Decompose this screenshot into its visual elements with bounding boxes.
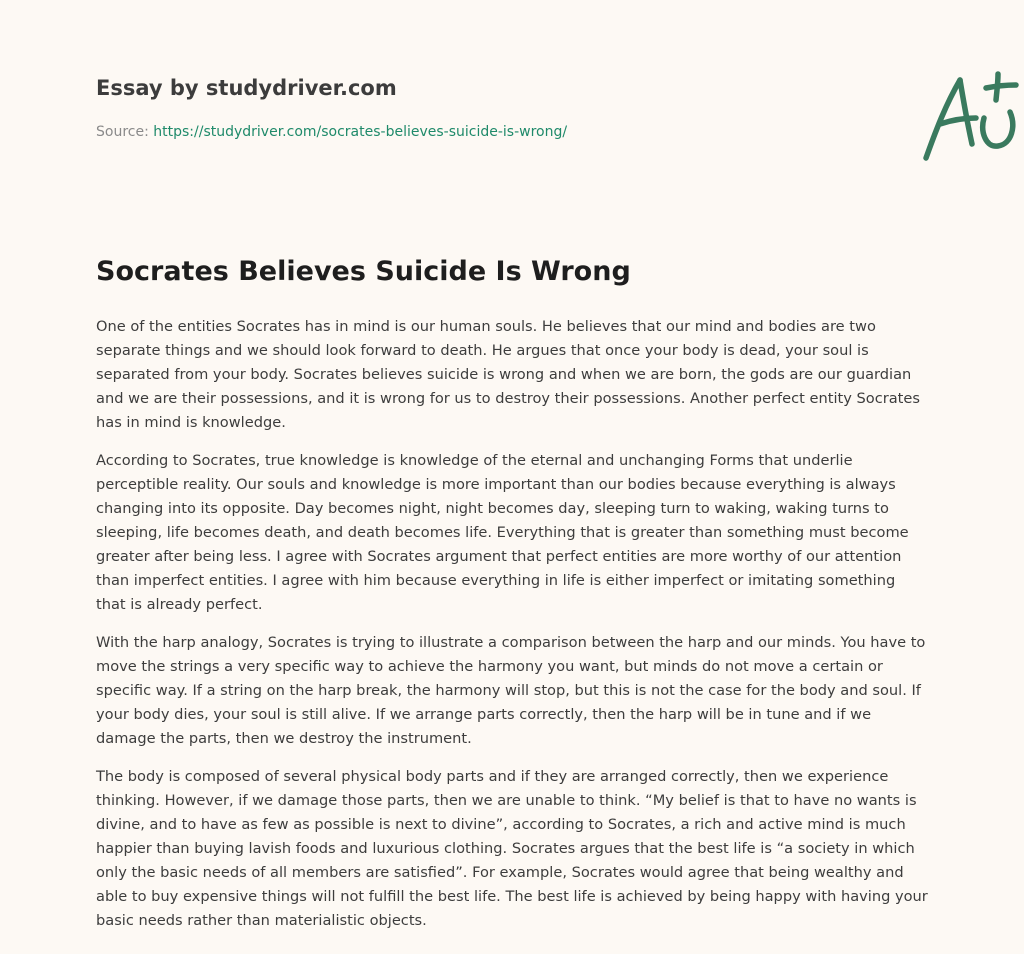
a-plus-logo-icon — [918, 68, 1022, 164]
essay-paragraph: According to Socrates, true knowledge is knowledge of the eternal and unchanging Forms that underlie perceptible reality. Our souls and knowledge is more important than our bodies because everything is always changing into its opposite. Day becomes night, night becomes day, sleeping turn to waking, waking turns to sleeping, life becomes death, and death becomes life. Everything that is greater than something must become greater after being less. I agree with Socrates argument that perfect entities are more worthy of our attention than imperfect entities. I agree with him because everything in life is either imperfect or imitating something that is already perfect. — [96, 452, 909, 613]
site-title: Essay by studydriver.com — [96, 76, 397, 100]
essay-paragraph: One of the entities Socrates has in mind is our human souls. He believes that our mind and bodies are two separate things and we should look forward to death. He argues that once your body is dead, your soul is separated from your body. Socrates believes suicide is wrong and when we are born, the gods are our guardian and we are their possessions, and it is wrong for us to destroy their possessions. Another perfect entity Socrates has in mind is knowledge. — [96, 318, 920, 431]
source-link[interactable]: https://studydriver.com/socrates-believes-suicide-is-wrong/ — [153, 124, 568, 140]
essay-paragraph: With the harp analogy, Socrates is trying to illustrate a comparison between the harp and our minds. You have to move the strings a very specific way to achieve the harmony you want, but minds do not move a certain or specific way. If a string on the harp break, the harmony will stop, but this is not the case for the body and soul. If your body dies, your soul is still alive. If we arrange parts correctly, then the harp will be in tune and if we damage the parts, then we destroy the instrument. — [96, 634, 926, 747]
source-line — [96, 124, 567, 140]
essay-title: Socrates Believes Suicide Is Wrong — [96, 256, 631, 287]
essay-paragraph: The body is composed of several physical body parts and if they are arranged correctly, then we experience thinking. However, if we damage those parts, then we are unable to think. “My belief is that to have no wants is divine, and to have as few as possible is next to divine”, according to Socrates, a rich and active mind is much happier than buying lavish foods and luxurious clothing. Socrates argues that the best life is “a society in which only the basic needs of all members are satisfied”. For example, Socrates would agree that being wealthy and able to buy expensive things will not fulfill the best life. The best life is achieved by being happy with having your basic needs rather than materialistic objects. — [96, 768, 928, 929]
source-label: Source: — [96, 124, 154, 140]
essay-body — [96, 315, 928, 947]
